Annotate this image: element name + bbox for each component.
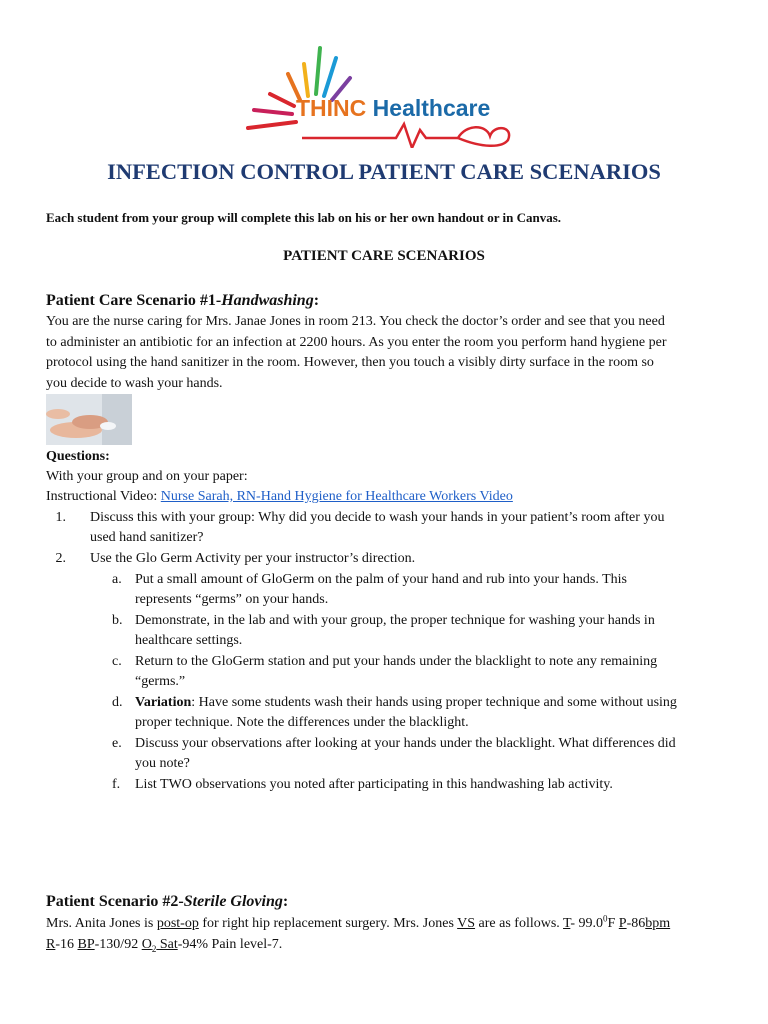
sub-item-line (135, 693, 735, 713)
sub-item-text: List TWO observations you noted after participating in this handwashing lab activity. (135, 777, 613, 792)
section-subheading: PATIENT CARE SCENARIOS (283, 248, 485, 264)
logo-healthcare: Healthcare (366, 95, 491, 121)
scenario-2-heading-prefix: Patient Scenario #2- (46, 893, 184, 910)
list-item-number: 1. (55, 510, 66, 525)
logo-wordmark (296, 95, 491, 121)
sub-item-letter: c. (112, 654, 122, 669)
o2-subscript: 2 (151, 943, 157, 954)
post-op-term: post-op (156, 916, 199, 931)
bp-term: BP (77, 936, 95, 952)
thinc-healthcare-logo (246, 44, 522, 148)
sub-item-line: Discuss your observations after looking at your hands under the blacklight. What differences did (135, 736, 676, 751)
text-run: for right hip replacement surgery. Mrs. Jones (198, 916, 458, 931)
scenario-1-heading-suffix: : (313, 292, 320, 309)
sub-item-letter: f. (112, 777, 121, 792)
text-run: -86 (626, 916, 646, 931)
scenario-2-heading-suffix: : (282, 893, 289, 910)
text-run: Mrs. Anita Jones is (46, 916, 157, 931)
scenario-1-line: you decide to wash your hands. (46, 375, 223, 391)
text-run: F (607, 916, 619, 931)
sub-item-line: proper technique. Note the differences under the blacklight. (135, 715, 469, 730)
scenario-1-heading (46, 291, 319, 311)
list-item-text (90, 508, 730, 548)
logo-thinc: THINC (296, 95, 367, 121)
text-run: - 99.0 (570, 916, 603, 931)
sub-item-line: Put a small amount of GloGerm on the palm of your hand and rub into your hands. This (135, 572, 628, 587)
list-item-number: 2. (55, 551, 66, 566)
sub-item-line: “germs.” (135, 674, 186, 689)
sub-item-line: Return to the GloGerm station and put your hands under the blacklight to note any remaining (135, 654, 658, 669)
text-run: -94% Pain level-7. (177, 936, 283, 952)
variation-label: Variation (135, 695, 192, 710)
video-link[interactable]: Nurse Sarah, RN-Hand Hygiene for Healthcare Workers Video (160, 489, 513, 504)
sub-item-letter: d. (112, 695, 123, 710)
degree-sup: 0 (603, 913, 608, 924)
scenario-1-heading-italic: Handwashing (221, 292, 314, 309)
page-title: INFECTION CONTROL PATIENT CARE SCENARIOS (107, 159, 661, 184)
handwashing-illustration (46, 394, 132, 445)
scenario-2-heading (46, 892, 288, 912)
sub-item-line: represents “germs” on your hands. (135, 592, 329, 607)
text-run: -16 (55, 936, 78, 952)
scenario-2-line-2 (46, 935, 736, 956)
text-run: -130/92 (94, 936, 142, 952)
vs-term: VS (457, 916, 476, 931)
video-line (46, 487, 513, 507)
sub-item-letter: e. (112, 736, 122, 751)
sub-item-text (135, 693, 735, 733)
o2-sat-term (142, 937, 178, 952)
sub-item-text (135, 652, 735, 692)
scenario-2-heading-italic: Sterile Gloving (183, 893, 283, 910)
pulse-term: P (618, 916, 627, 931)
list-item-line: Discuss this with your group: Why did you decide to wash your hands in your patient’s room after you (90, 510, 665, 525)
sub-item-text (135, 570, 735, 610)
group-instruction: With your group and on your paper: (46, 469, 248, 484)
sub-item-letter: b. (112, 613, 123, 628)
sub-item-line: healthcare settings. (135, 633, 243, 648)
video-label: Instructional Video: (46, 489, 161, 504)
sub-item-letter: a. (112, 572, 122, 587)
scenario-1-line: You are the nurse caring for Mrs. Janae Jones in room 213. You check the doctor’s order and see that you need (46, 314, 665, 329)
scenario-1-line: to administer an antibiotic for an infection at 2200 hours. As you enter the room you perform hand hygiene per (46, 334, 667, 350)
o2-symbol: O (141, 936, 152, 952)
questions-label: Questions: (46, 449, 110, 464)
sat-word: Sat (156, 936, 178, 952)
resp-term: R (46, 936, 56, 952)
list-item-line: used hand sanitizer? (90, 530, 204, 545)
scenario-2-line-1 (46, 914, 736, 935)
sub-item-line: Demonstrate, in the lab and with your group, the proper technique for washing your hands in (135, 613, 655, 628)
sub-item-text (135, 734, 735, 774)
sub-item-line: you note? (135, 756, 190, 771)
scenario-2-paragraph (46, 914, 736, 955)
text-run: are as follows. (475, 916, 564, 931)
sub-item-text (135, 611, 735, 651)
scenario-1-heading-prefix: Patient Care Scenario #1- (46, 292, 222, 309)
list-item-text: Use the Glo Germ Activity per your instructor’s direction. (90, 551, 416, 566)
bpm-term: bpm (645, 916, 671, 931)
scenario-1-line: protocol using the hand sanitizer in the room. However, then you touch a visibly dirty surface in the room so (46, 355, 654, 370)
handwashing-photo (46, 394, 132, 445)
intro-text: Each student from your group will complete this lab on his or her own handout or in Canvas. (46, 210, 562, 225)
variation-text: : Have some students wash their hands using proper technique and some without using (191, 695, 677, 710)
temp-term: T (563, 916, 571, 931)
scenario-1-paragraph (46, 312, 736, 394)
